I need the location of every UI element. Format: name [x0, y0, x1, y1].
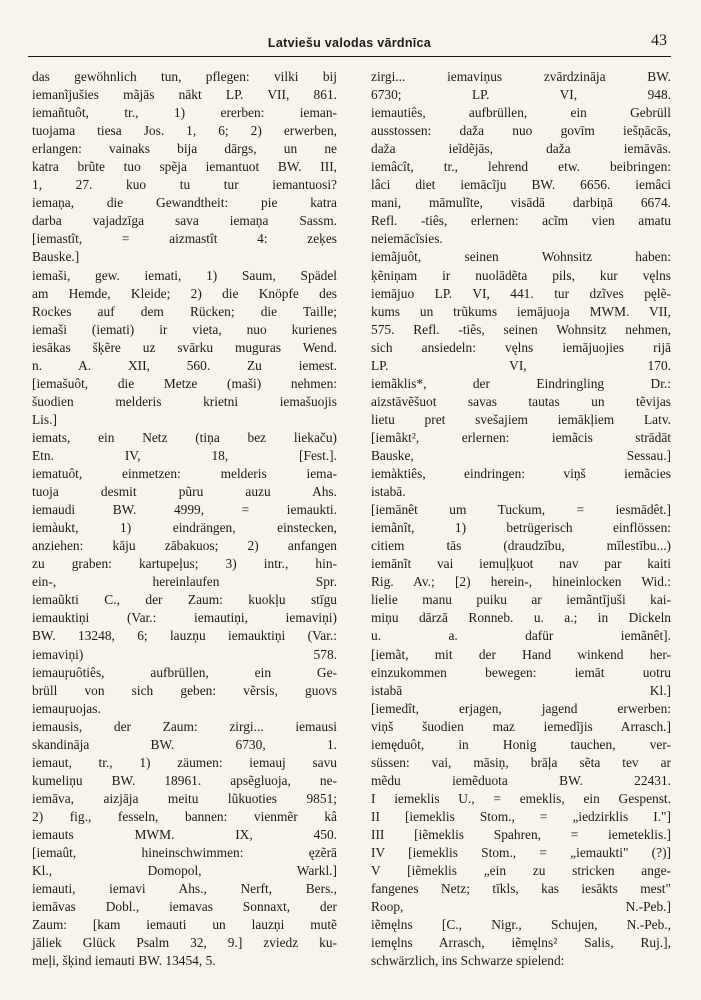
text-line: iemãjuôt, seinen Wohnsitz haben:: [371, 249, 671, 265]
text-line: Zaum: [kam iemauti un lauzņi mutẽ: [32, 917, 337, 933]
text-line: lâci diet iemācĩju BW. 6656. iemâci: [371, 177, 671, 193]
text-line: Kl., Domopol, Warkl.]: [32, 863, 337, 879]
text-line: 2) fig., fesseln, bannen: vienmẽr kâ: [32, 808, 337, 824]
text-line: iemęlns Arrasch, iẽmęlns² Salis, Ruj.],: [371, 935, 671, 951]
text-line: zu graben: kartupeļus; 3) intr., hin-: [32, 556, 337, 572]
text-line: iemęduôt, in Honig tauchen, ver-: [371, 736, 671, 752]
text-line: iemañtuôt, tr., 1) ererben: ieman-: [32, 105, 337, 121]
text-line: iemaviņi) 578.: [32, 646, 337, 662]
text-line: iemats, ein Netz (tiņa bez liekaču): [32, 429, 337, 445]
text-line: fangenes Netz; tīkls, kas iesākts mest": [371, 881, 671, 897]
text-line: iemãnît, 1) betrügerisch einflössen:: [371, 520, 671, 536]
text-line: darba vajadzīga sava iemaņa Sassm.: [32, 213, 337, 229]
left-column: [32, 68, 337, 970]
text-line: aizstāvẽšuot savas tautas un tẽvijas: [371, 393, 671, 409]
text-line: iemausis, der Zaum: zirgi... iemausi: [32, 718, 337, 734]
text-line: II [iemeklis Stom., = „iedzirklis I."]: [371, 808, 671, 824]
text-line: iematuôt, einmetzen: melderis iema-: [32, 466, 337, 482]
text-line: iemānĩt vai iemuļķuot nav par kaiti: [371, 556, 671, 572]
page-number: 43: [651, 32, 667, 49]
text-line: iemaut, tr., 1) zäumen: iemauj savu: [32, 754, 337, 770]
text-line: mani, māmulĩte, visādā darbiņā 6674.: [371, 195, 671, 211]
text-line: kums un trũkums iemājuoja MWM. VII,: [371, 303, 671, 319]
text-line: iemàukt, 1) eindrängen, einstecken,: [32, 520, 337, 536]
text-line: brüll von sich geben: vẽrsis, guovs: [32, 682, 337, 698]
text-line: zirgi... iemaviņus zvārdzināja BW.: [371, 69, 671, 84]
text-line: citiem tās (draudzību, mīlestību...): [371, 538, 671, 554]
text-line: [iemedît, erjagen, jagend erwerben:: [371, 700, 671, 716]
text-line: neiemācĩsies.: [371, 231, 443, 247]
text-line: Etn. IV, 18, [Fest.].: [32, 447, 337, 463]
text-line: LP. VI, 170.: [371, 357, 671, 373]
text-line: u. a. dafür iemãnêt].: [371, 628, 671, 644]
text-line: Roop, N.-Peb.]: [371, 899, 671, 915]
text-line: iemâcît, tr., lehrend etw. beibringen:: [371, 159, 671, 175]
text-line: 1, 27. kuo tu tur iemantuosi?: [32, 177, 337, 193]
text-line: IV [iemeklis Stom., = „iemaukti" (?)]: [371, 845, 671, 861]
text-line: iemãklis*, der Eindringling Dr.:: [371, 375, 671, 391]
running-title: Latviešu valodas vārdnīca: [267, 36, 432, 50]
text-line: iemautiês, aufbrüllen, ein Gebrüll: [371, 105, 671, 121]
page-header: [28, 30, 671, 57]
text-line: daža ieĩdẽjās, daža iemāvās.: [371, 141, 671, 157]
text-line: Rig. Av.; [2) herein-, hineinlocken Wid.:: [371, 574, 671, 590]
text-line: 6730; LP. VI, 948.: [371, 87, 671, 103]
text-line: ausstossen: daža nuo govīm iešņācās,: [371, 123, 671, 139]
text-line: tuoja desmit pũru auzu Ahs.: [32, 484, 337, 500]
text-line: iemauts MWM. IX, 450.: [32, 826, 337, 842]
text-line: šuodien melderis krietni iemašuojis: [32, 393, 337, 409]
text-line: [iemaût, hineinschwimmen: ęzẽrā: [32, 845, 337, 861]
text-line: das gewöhnlich tun, pflegen: vilki bij: [32, 69, 337, 84]
text-line: Lis.]: [32, 411, 57, 427]
text-line: iemāvas Dobl., iemavas Sonnaxt, der: [32, 899, 337, 915]
text-line: [iemašuôt, die Metze (maši) nehmen:: [32, 375, 337, 391]
text-line: III [iẽmeklis Spahren, = iemeteklis.]: [371, 826, 671, 842]
text-line: skandināja BW. 6730, 1.: [32, 736, 337, 752]
text-line: iemauktiņi (Var.: iemautiņi, iemaviņi): [32, 610, 337, 626]
text-line: kumeliņu BW. 18961. apsẽgluoja, ne-: [32, 772, 337, 788]
text-line: istabā Kl.]: [371, 682, 671, 698]
text-line: iemanĩjušies mãjās nākt LP. VII, 861.: [32, 87, 337, 103]
text-line: [iemānêt um Tuckum, = iesmādêt.]: [371, 502, 671, 518]
text-line: mẽdu iemẽduota BW. 22431.: [371, 772, 671, 788]
text-line: iemaudi BW. 4999, = iemaukti.: [32, 502, 337, 518]
text-line: erlangen: vainaks bija dārgs, un ne: [32, 141, 337, 157]
text-line: iemājuo LP. VI, 441. tur dzĩves pęlẽ-: [371, 285, 671, 301]
text-line: iemauti, iemavi Ahs., Nerft, Bers.,: [32, 881, 337, 897]
text-line: V [iẽmeklis „ein zu stricken ange-: [371, 863, 671, 879]
text-line: Rockes auf dem Rücken; die Taille;: [32, 303, 337, 319]
text-line: [iemastît, = aizmastît 4: zeķes: [32, 231, 337, 247]
text-line: iemaũkti C., der Zaum: kuokļu stīgu: [32, 592, 337, 608]
text-line: Bauske.]: [32, 249, 80, 265]
right-column: [371, 68, 671, 970]
text-line: am Hemde, Kleide; 2) die Knöpfe des: [32, 285, 337, 301]
text-line: iemaši, gew. iemati, 1) Saum, Spädel: [32, 267, 337, 283]
text-line: iemāva, aizjāja meitu lũkuoties 9851;: [32, 790, 337, 806]
text-line: iẽmęlns [C., Nigr., Schujen, N.-Peb.,: [371, 917, 671, 933]
text-line: miņu dārzā Ronneb. u. a.; in Dickeln: [371, 610, 671, 626]
text-line: katra brũte tuo spẽja iemantuot BW. III,: [32, 159, 337, 175]
text-line: jāliek Glück Psalm 32, 9.] zviedz ku-: [32, 935, 337, 951]
text-line: lietu pret svešajiem iemākļiem Latv.: [371, 411, 671, 427]
text-line: iemaši (iemati) ir vieta, nuo kurienes: [32, 321, 337, 337]
text-line: iesākas šķẽre uz svārku muguras Wend.: [32, 339, 337, 355]
text-line: istabā.: [371, 484, 406, 500]
text-line: Refl. -tiês, erlernen: acĩm vien amatu: [371, 213, 671, 229]
text-line: BW. 13248, 6; lauzņu iemauktiņi (Var.:: [32, 628, 337, 644]
text-line: I iemeklis U., = emeklis, ein Gespenst.: [371, 790, 671, 806]
text-line: Bauske, Sessau.]: [371, 447, 671, 463]
text-line: iemaņa, die Gewandtheit: pie katra: [32, 195, 337, 211]
text-line: iemauŗuôtiês, aufbrüllen, ein Ge-: [32, 664, 337, 680]
text-line: lielie manu puiku ar iemãntĩjuši kai-: [371, 592, 671, 608]
text-line: anziehen: kāju zābakuos; 2) anfangen: [32, 538, 337, 554]
text-line: süssen: vai, māsiņ, brāļa sẽta tev ar: [371, 754, 671, 770]
text-line: iemauŗuojas.: [32, 700, 101, 716]
text-line: ein-, hereinlaufen Spr.: [32, 574, 337, 590]
text-line: tuojama tiesa Jos. 1, 6; 2) erwerben,: [32, 123, 337, 139]
text-line: iemàktiês, eindringen: viņš iemãcies: [371, 466, 671, 482]
text-line: einzukommen bewegen: iemāt uotru: [371, 664, 671, 680]
text-line: n. A. XII, 560. Zu iemest.: [32, 357, 337, 373]
text-line: schwärzlich, ins Schwarze spielend:: [371, 953, 565, 969]
text-line: ķẽniņam ir nuolādẽta pils, kur vęlns: [371, 267, 671, 283]
text-line: 575. Refl. -tiês, seinen Wohnsitz nehmen,: [371, 321, 671, 337]
text-line: sich ansiedeln: vęlns iemājuojies rijā: [371, 339, 671, 355]
text-line: [iemãkt², erlernen: iemãcis strādāt: [371, 429, 671, 445]
text-line: meļi, šķind iemauti BW. 13454, 5.: [32, 953, 216, 969]
text-line: [iemãt, mit der Hand winkend her-: [371, 646, 671, 662]
text-line: viņš šuodien maz iemedĩjis Arrasch.]: [371, 718, 671, 734]
